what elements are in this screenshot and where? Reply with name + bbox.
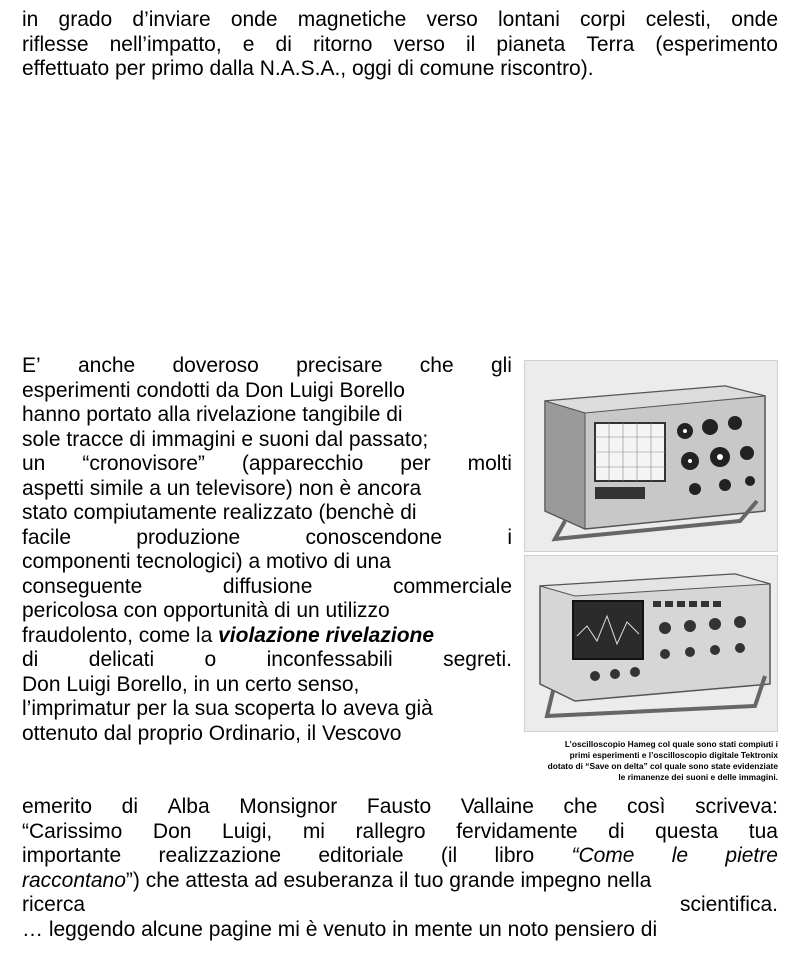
photo-caption: L’oscilloscopio Hameg col quale sono stati compiuti i primi esperimenti e l’oscilloscopio digitale Tektronix dotato di “Save on delta” col quale sono state evidenziate le rimanenze dei suoni e delle immagini.: [547, 739, 778, 782]
text-line: Don Luigi Borello, in un certo senso,: [22, 672, 360, 696]
oscilloscope-tektronix-photo: [524, 555, 778, 732]
text-line: componenti tecnologici) a motivo di una: [22, 550, 391, 573]
text-line: riflesse nell’impatto, e di ritorno verso il pianeta Terra (esperimento: [22, 32, 778, 56]
text-line: un “cronovisore” (apparecchio per molti: [22, 452, 512, 475]
text-line: facile produzione conoscendone i: [22, 525, 512, 549]
text-line: ottenuto dal proprio Ordinario, il Vescovo: [22, 721, 402, 745]
emphasis-text: violazione rivelazione: [218, 623, 435, 647]
text-line: effettuato per primo dalla N.A.S.A., oggi di comune riscontro).: [22, 57, 594, 80]
text-line: l’imprimatur per la sua scoperta lo aveva già: [22, 697, 433, 720]
text-line: esperimenti condotti da Don Luigi Borello: [22, 378, 405, 402]
top-paragraph: [22, 8, 778, 82]
text-line: ricerca scientifica.: [22, 893, 778, 916]
text-line: conseguente diffusione commerciale: [22, 574, 512, 598]
text-line: in grado d’inviare onde magnetiche verso lontani corpi celesti, onde: [22, 8, 778, 31]
text-line: E’ anche doveroso precisare che gli: [22, 354, 512, 377]
text-line: … leggendo alcune pagine mi è venuto in mente un noto pensiero di: [22, 917, 658, 941]
oscilloscope-hameg-photo: [524, 360, 778, 552]
text-line: emerito di Alba Monsignor Fausto Vallaine che così scriveva:: [22, 795, 778, 818]
emphasis-text: raccontano: [22, 868, 126, 892]
text-line: raccontano”) che attesta ad esuberanza il tuo grande impegno nella: [22, 868, 652, 892]
text-line: importante realizzazione editoriale (il libro “Come le pietre: [22, 844, 778, 867]
left-column-paragraph: [22, 354, 512, 746]
text-line: di delicati o inconfessabili segreti.: [22, 648, 512, 671]
text-line: fraudolento, come la violazione rivelazione: [22, 623, 435, 647]
text-line: aspetti simile a un televisore) non è ancora: [22, 476, 422, 500]
bottom-paragraph: [22, 795, 778, 942]
text-line: sole tracce di immagini e suoni dal passato;: [22, 427, 429, 451]
text-line: pericolosa con opportunità di un utilizzo: [22, 599, 390, 622]
text-line: stato compiutamente realizzato (benchè di: [22, 501, 417, 524]
text-line: “Carissimo Don Luigi, mi rallegro fervidamente di questa tua: [22, 819, 778, 843]
text-line: hanno portato alla rivelazione tangibile di: [22, 403, 403, 426]
